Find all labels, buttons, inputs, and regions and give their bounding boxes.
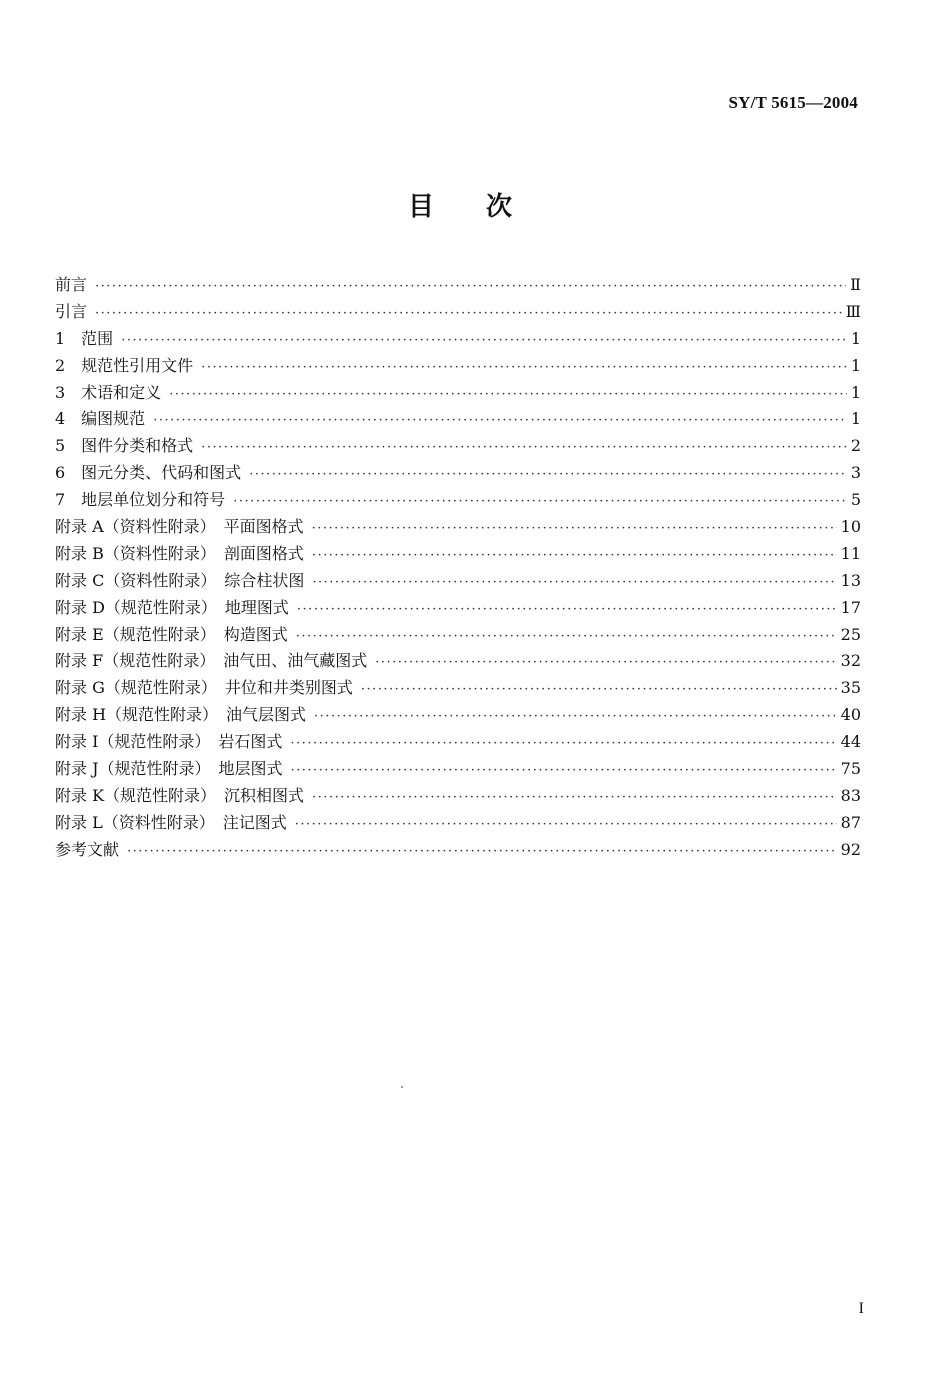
toc-entry-label: 前言 [55, 275, 88, 294]
toc-entry[interactable] [55, 514, 861, 541]
toc-entry-page: 17 [840, 597, 861, 617]
toc-entry-page: 40 [840, 705, 861, 725]
toc-entry[interactable] [55, 541, 861, 568]
toc-leader-dots [314, 709, 837, 724]
toc-leader-dots [291, 763, 837, 778]
toc-entry-label: 附录 J（规范性附录） 地层图式 [55, 759, 283, 779]
toc-entry-page: 44 [840, 732, 861, 752]
scan-speck [401, 1086, 403, 1088]
toc-leader-dots [361, 682, 837, 697]
table-of-contents [55, 272, 861, 864]
toc-entry-page: 13 [840, 570, 861, 590]
toc-leader-dots [312, 575, 836, 590]
toc-leader-dots [295, 817, 837, 832]
toc-leader-dots [296, 629, 837, 644]
toc-leader-dots [233, 494, 847, 509]
toc-leader-dots [153, 413, 847, 428]
toc-entry-label: 3 术语和定义 [55, 382, 162, 402]
toc-entry[interactable] [55, 487, 861, 514]
toc-leader-dots [312, 521, 837, 536]
toc-leader-dots [127, 844, 837, 859]
toc-entry-label: 附录 H（规范性附录） 油气层图式 [55, 705, 307, 725]
toc-entry-page: 1 [850, 382, 861, 402]
toc-entry-page: 92 [840, 839, 861, 859]
toc-entry-label: 附录 B（资料性附录） 剖面图格式 [55, 543, 304, 563]
toc-entry-label: 2 规范性引用文件 [55, 355, 194, 375]
toc-entry-page: 5 [850, 490, 861, 510]
toc-entry-page: 35 [840, 678, 861, 698]
toc-entry[interactable] [55, 702, 861, 729]
toc-leader-dots [121, 333, 847, 348]
toc-entry[interactable] [55, 568, 861, 595]
toc-entry[interactable] [55, 406, 861, 433]
toc-entry[interactable] [55, 729, 861, 756]
toc-entry-page: 75 [840, 759, 861, 779]
toc-entry[interactable] [55, 299, 861, 326]
toc-title [0, 186, 920, 223]
toc-entry-label: 参考文献 [55, 839, 120, 859]
toc-leader-dots [169, 387, 847, 402]
toc-entry[interactable] [55, 433, 861, 460]
toc-entry-label: 附录 E（规范性附录） 构造图式 [55, 624, 288, 644]
toc-entry-label: 附录 L（资料性附录） 注记图式 [55, 812, 287, 832]
toc-entry-label: 引言 [55, 301, 88, 321]
toc-title-part: 目 [407, 192, 434, 222]
toc-entry-page: 25 [840, 624, 861, 644]
toc-entry-label: 5 图件分类和格式 [55, 436, 194, 456]
toc-entry[interactable] [55, 460, 861, 487]
toc-entry[interactable] [55, 353, 861, 380]
toc-leader-dots [312, 790, 837, 805]
toc-entry[interactable] [55, 837, 861, 864]
toc-entry[interactable] [55, 648, 861, 675]
toc-leader-dots [375, 655, 836, 670]
toc-leader-dots [201, 440, 847, 455]
toc-entry[interactable] [55, 783, 861, 810]
toc-entry[interactable] [55, 675, 861, 702]
toc-entry-page: 1 [850, 328, 861, 348]
toc-entry-page: 2 [850, 436, 861, 456]
toc-entry-page: 1 [850, 355, 861, 375]
toc-entry-label: 附录 C（资料性附录） 综合柱状图 [55, 570, 305, 590]
toc-leader-dots [312, 548, 837, 563]
toc-entry-label: 附录 D（规范性附录） 地理图式 [55, 597, 289, 617]
toc-entry-page: 11 [840, 543, 861, 563]
toc-entry-page: 10 [840, 517, 861, 537]
toc-entry[interactable] [55, 622, 861, 649]
toc-entry[interactable] [55, 595, 861, 622]
toc-entry-page: 87 [840, 812, 861, 832]
page-number: I [858, 1300, 864, 1317]
toc-entry-label: 1 范围 [55, 328, 114, 348]
toc-entry-page: 32 [840, 651, 861, 671]
toc-entry-label: 附录 K（规范性附录） 沉积相图式 [55, 785, 305, 805]
toc-title-part: 次 [486, 192, 513, 222]
toc-leader-dots [201, 360, 847, 375]
toc-entry-page: Ⅲ [845, 301, 861, 321]
toc-entry[interactable] [55, 380, 861, 407]
toc-entry-label: 附录 F（规范性附录） 油气田、油气藏图式 [55, 651, 368, 671]
toc-entry-label: 附录 G（规范性附录） 井位和井类别图式 [55, 678, 353, 698]
toc-entry-page: 3 [850, 463, 861, 483]
toc-entry-label: 7 地层单位划分和符号 [55, 490, 226, 510]
toc-entry[interactable] [55, 272, 861, 299]
toc-entry[interactable] [55, 326, 861, 353]
toc-entry-label: 4 编图规范 [55, 409, 146, 429]
toc-entry-label: 6 图元分类、代码和图式 [55, 463, 242, 483]
toc-leader-dots [95, 306, 842, 321]
toc-entry-label: 附录 A（资料性附录） 平面图格式 [55, 517, 304, 537]
toc-entry-page: 83 [840, 785, 861, 805]
toc-entry-page: 1 [850, 409, 861, 429]
toc-leader-dots [297, 602, 837, 617]
toc-leader-dots [95, 279, 846, 294]
toc-entry[interactable] [55, 810, 861, 837]
toc-entry-label: 附录 I（规范性附录） 岩石图式 [55, 732, 283, 752]
standard-code: SY/T 5615—2004 [728, 93, 858, 112]
toc-leader-dots [249, 467, 847, 482]
toc-entry[interactable] [55, 756, 861, 783]
toc-entry-page: Ⅱ [850, 275, 861, 294]
toc-leader-dots [290, 736, 836, 751]
